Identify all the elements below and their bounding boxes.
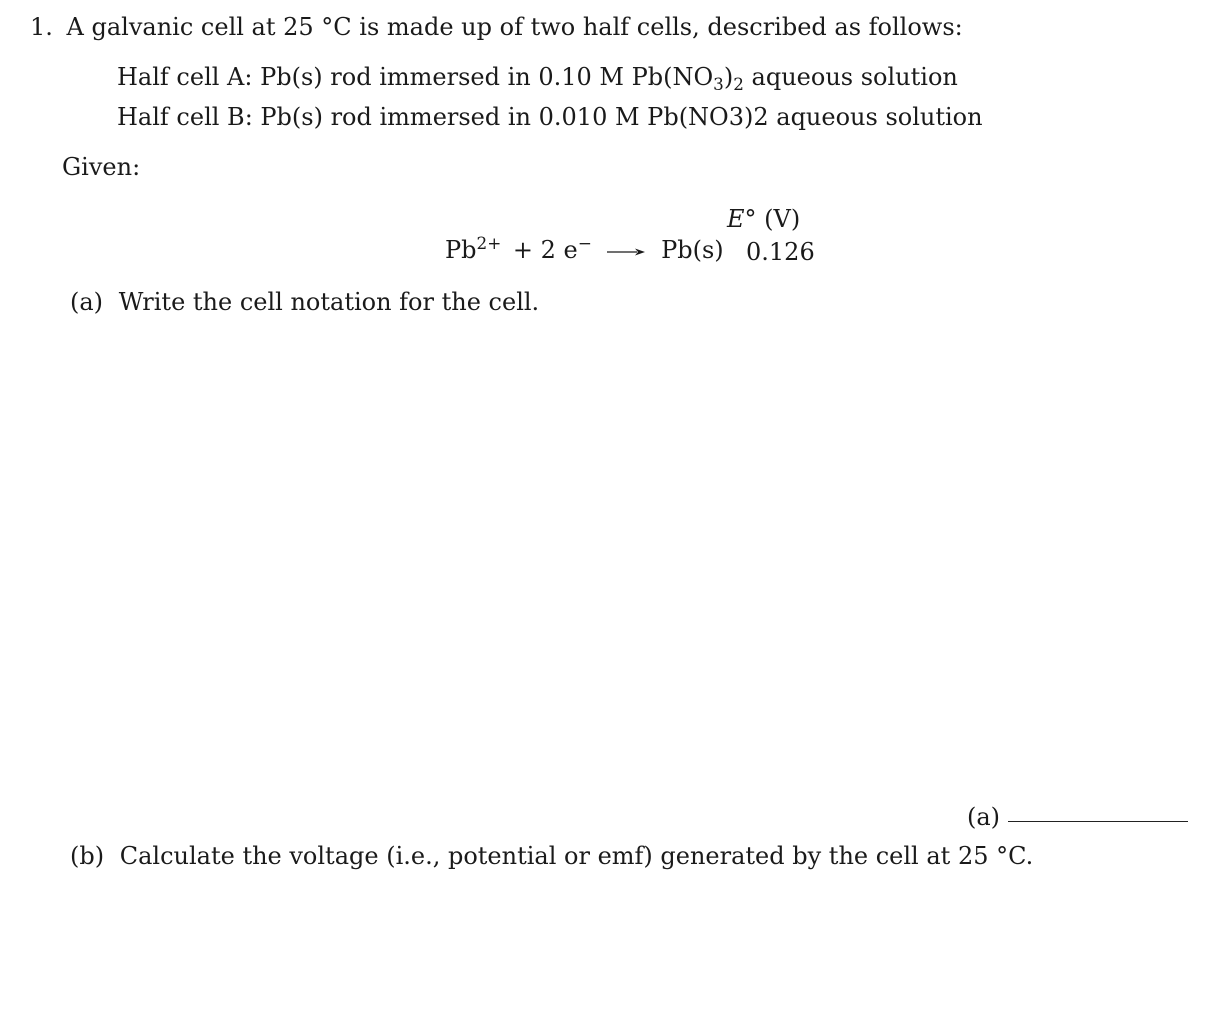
reaction-arrow-icon [607, 247, 645, 257]
part-a-label: (a) [70, 288, 104, 316]
product: Pb(s) [661, 236, 724, 264]
electrons: + 2 e [512, 236, 578, 264]
part-b-label: (b) [70, 842, 105, 870]
half-cell-a: Half cell A: Pb(s) rod immersed in 0.10 M $Pb(NO_3)_2$ aqueous solution [117, 63, 958, 95]
half-cell-b: Half cell B: Pb(s) rod immersed in 0.010 M Pb(NO3)2 aqueous solution [117, 103, 983, 131]
potential-header: E° (V) [727, 205, 801, 233]
answer-a-label: (a) [967, 803, 1001, 831]
potential-value: 0.126 [746, 238, 815, 266]
part-b [70, 844, 1033, 868]
part-a [70, 290, 539, 314]
given-label: Given: [62, 153, 141, 181]
answer-a-line[interactable] [1008, 821, 1188, 822]
half-reaction: $Pb^{2+} + 2$ e− Pb(s) [445, 232, 724, 264]
question-text: A galvanic cell at 25 °C is made up of two half cells, described as follows: [66, 13, 963, 41]
part-b-text: Calculate the voltage (i.e., potential or emf) generated by the cell at 25 °C. [119, 842, 1034, 870]
question-number: 1. [30, 13, 53, 41]
question-header [30, 15, 963, 39]
reactant: Pb [445, 236, 477, 264]
part-a-text: Write the cell notation for the cell. [118, 288, 540, 316]
